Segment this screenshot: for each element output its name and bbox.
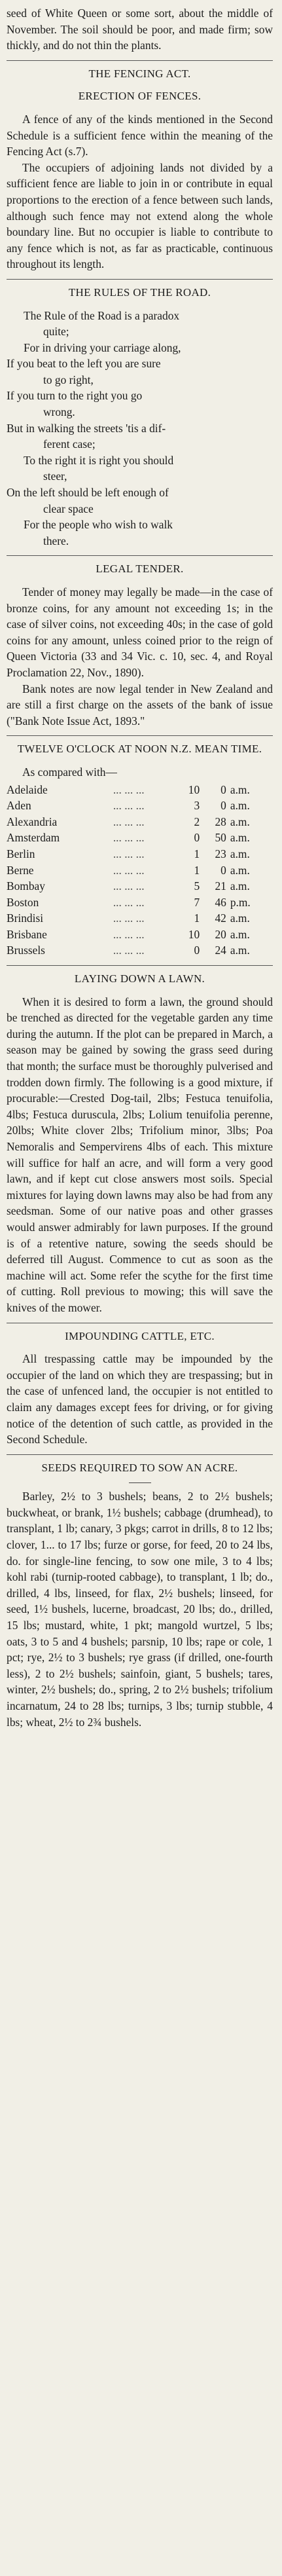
verse-line: steer, bbox=[43, 469, 67, 483]
tender-section bbox=[7, 555, 273, 729]
seeds-paragraph: Barley, 2½ to 3 bushels; beans, 2 to 2½ bushels; buckwheat, or brank, 1½ bushels; cabbage (drumhead), to transplant, 1 lb; canary, 3 pkgs; carrot in drills, 8 to 12 lbs; clover, 1... to 17 lbs; furze or gorse, for feed, 20 to 24 lbs, do. for single-line fencing, to sow one mile, 3 to 4 lbs; kohl rabi (turnip-rooted cabbage), to transplant, 1 lb; do., drilled, 4 lbs, linseed, for flax, 2½ bushels; linseed, for seed, 1½ bushels, lucerne, broadcast, 20 lbs; do., drilled, 15 lbs; mustard, white, 1 pkt; mangold wurtzel, 5 lbs; oats, 3 to 5 and 4 bushels; parsnip, 10 lbs; rape or cole, 1 pct; rye, 2½ to 3 bushels; rye grass (if drilled, one-fourth less), 2 to 2½ bushels; sainfoin, giant, 5 bushels; tares, winter, 2½ bushels; do., spring, 2 to 2½ bushels; trifolium incarnatum, 24 to 28 lbs; turnips, 3 lbs; turnip stubble, 4 lbs; wheat, 2½ to 2¾ bushels. bbox=[7, 1490, 273, 1729]
table-row: Brussels ... ... ... 0 24 a.m. bbox=[7, 944, 250, 957]
lawn-section bbox=[7, 965, 273, 1316]
tender-paragraph-1: Tender of money may legally be made—in the case of bronze coins, for any amount not exceeding 1s; in the case of silver coins, not exceeding 40s; in the case of gold coins for any amount, unless coined prior to the reign of Queen Victoria (33 and 34 Vic. c. 10, sec. 4, and Royal Proclamation 22, Nov., 1890). bbox=[7, 585, 273, 679]
verse-line: But in walking the streets 'tis a dif- bbox=[7, 421, 166, 435]
tender-paragraph-2: Bank notes are now legal tender in New Zealand and are still a first charge on the assets of the bank of issue ("Bank Note Issue Act, 1893." bbox=[7, 682, 273, 727]
road-verse bbox=[7, 308, 273, 549]
table-row: Bombay ... ... ... 5 21 a.m. bbox=[7, 879, 250, 893]
table-row: Brisbane ... ... ... 10 20 a.m. bbox=[7, 927, 250, 941]
table-row: Alexandria ... ... ... 2 28 a.m. bbox=[7, 815, 250, 828]
fencing-heading: THE FENCING ACT. bbox=[88, 67, 191, 80]
lawn-paragraph: When it is desired to form a lawn, the ground should be trenched as directed for the vegetable garden any time during the autumn. If the plot can be prepared in March, a season may be gained by sowing the grass seed during that month; the surface must be thoroughly pulverised and trodden down firmly. The following is a good mixture, if procurable:—Crested Dog-tail, 2lbs; Festuca tenuifolia, 4lbs; Festuca duruscula, 2lbs; Lolium tenuifolia perenne, 20lbs; White clover 2lbs; Trifolium minor, 3lbs; Poa Nemoralis and Sempervirens 4lbs of each. This mixture will suffice for half an acre, and will form a very good lawn, and if kept cut close answers most soils. Special mixtures for laying down lawns may also be had from any seedsman. Some of our native poas and other grasses would answer admirably for lawn purposes. If the ground is of a retentive nature, sowing the seeds should be deferred till August. Commence to cut as soon as the machine will act. Some refer the scythe for the first time of cutting. Roll previous to mowing; this will save the knives of the mower. bbox=[7, 995, 273, 1314]
verse-line: If you turn to the right you go bbox=[7, 389, 143, 403]
verse-line: wrong. bbox=[43, 405, 75, 419]
table-row: Aden ... ... ... 3 0 a.m. bbox=[7, 799, 250, 813]
table-row: Adelaide ... ... ... 10 0 a.m. bbox=[7, 782, 250, 796]
verse-line: If you beat to the left you are sure bbox=[7, 357, 161, 371]
verse-line: ferent case; bbox=[43, 437, 96, 451]
verse-line: For the people who wish to walk bbox=[24, 518, 173, 532]
verse-line: To the right it is right you should bbox=[24, 453, 174, 467]
table-row: Berne ... ... ... 1 0 a.m. bbox=[7, 863, 250, 877]
heading-rule bbox=[129, 1482, 151, 1483]
fencing-section bbox=[7, 60, 273, 272]
intro-paragraph: seed of White Queen or some sort, about the middle of November. The soil should be poor, and made firm; sow thickly, and do not thin the plants. bbox=[7, 7, 273, 52]
noon-lead: As compared with— bbox=[22, 765, 117, 779]
seeds-section bbox=[7, 1454, 273, 1731]
table-row: Amsterdam ... ... ... 0 50 a.m. bbox=[7, 831, 250, 845]
road-section bbox=[7, 279, 273, 549]
cattle-section bbox=[7, 1323, 273, 1448]
verse-line: quite; bbox=[43, 325, 69, 339]
verse-line: to go right, bbox=[43, 373, 94, 386]
noon-section bbox=[7, 735, 273, 959]
fencing-paragraph-1: A fence of any of the kinds mentioned in the Second Schedule is a sufficient fence within the meaning of the Fencing Act (s.7). bbox=[7, 112, 273, 158]
table-row: Boston ... ... ... 7 46 p.m. bbox=[7, 895, 251, 909]
lawn-heading: LAYING DOWN A LAWN. bbox=[74, 972, 205, 985]
cattle-paragraph: All trespassing cattle may be impounded by the occupier of the land on which they are trespassing; but in the case of unfenced land, the occupier is not entitled to claim any damages except fees for driving, or for giving notice of the detention of such cattle, as provided in the Second Schedule. bbox=[7, 1352, 273, 1446]
cattle-heading: IMPOUNDING CATTLE, ETC. bbox=[65, 1329, 215, 1342]
table-row: Brindisi ... ... ... 1 42 a.m. bbox=[7, 911, 250, 925]
verse-line: On the left should be left enough of bbox=[7, 486, 169, 500]
noon-heading: TWELVE O'CLOCK AT NOON N.Z. MEAN TIME. bbox=[17, 743, 262, 756]
fencing-paragraph-2: The occupiers of adjoining lands not divided by a sufficient fence are liable to join in or contribute in equal proportions to the erection of a fence between such lands, although such fence may not extend along the whole boundary line. But no occupier is liable to contribute to any fence which is not, as far as practicable, continuous throughout its length. bbox=[7, 160, 273, 271]
road-heading: THE RULES OF THE ROAD. bbox=[68, 285, 211, 299]
fencing-subheading: ERECTION OF FENCES. bbox=[78, 90, 202, 103]
verse-line: For in driving your carriage along, bbox=[24, 340, 181, 354]
verse-line: there. bbox=[43, 534, 69, 547]
seeds-heading: SEEDS REQUIRED TO SOW AN ACRE. bbox=[41, 1461, 238, 1474]
tender-heading: LEGAL TENDER. bbox=[96, 562, 184, 576]
verse-line: clear space bbox=[43, 502, 94, 515]
time-table bbox=[7, 782, 273, 959]
table-row: Berlin ... ... ... 1 23 a.m. bbox=[7, 847, 250, 860]
verse-line: The Rule of the Road is a paradox bbox=[24, 308, 180, 322]
